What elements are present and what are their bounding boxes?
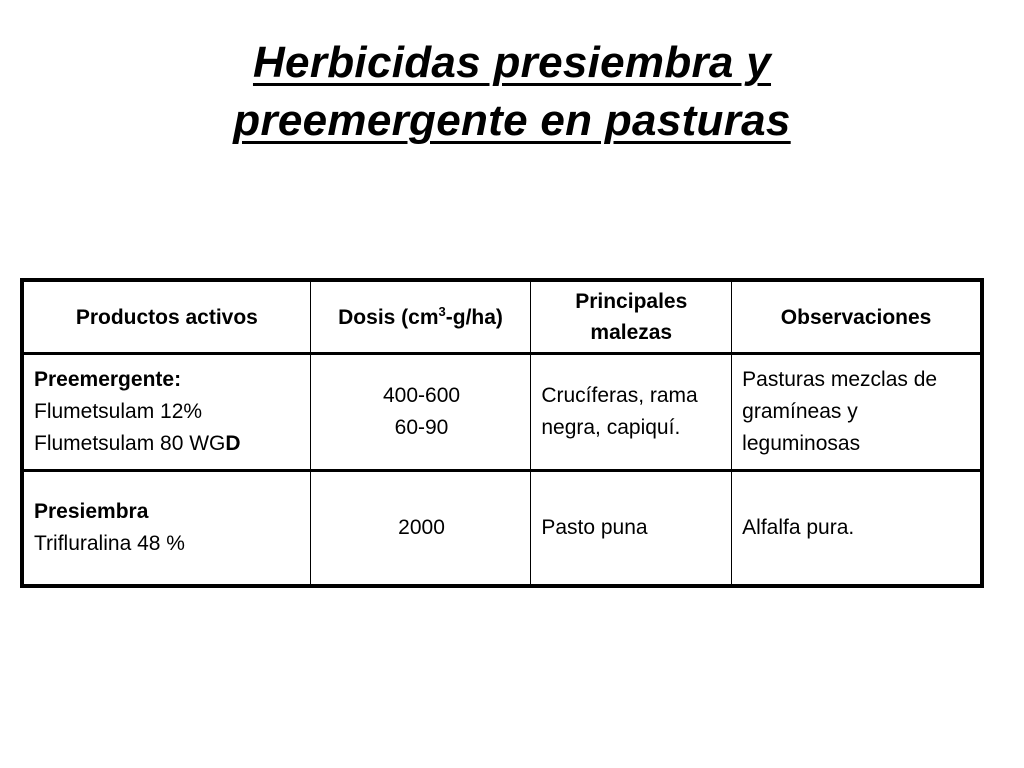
cell-observaciones	[732, 354, 981, 471]
weeds-text: negra, capiquí.	[541, 416, 681, 439]
dose-value: 60-90	[394, 416, 449, 439]
herbicide-table	[23, 281, 981, 585]
dose-value: 2000	[398, 516, 445, 539]
slide-title-line-2: preemergente en pasturas	[233, 96, 791, 145]
row-group-label: Preemergente:	[34, 368, 182, 391]
weeds-text: Crucíferas, rama	[541, 384, 698, 407]
table-header	[24, 282, 981, 354]
observation-text: Alfalfa pura.	[742, 516, 855, 539]
observation-text: gramíneas y	[742, 400, 858, 423]
header-malezas-line-2: malezas	[590, 321, 673, 344]
cell-observaciones	[732, 471, 981, 585]
slide-title	[0, 34, 1024, 150]
cell-malezas	[531, 471, 732, 585]
product-name-bold-suffix: D	[225, 432, 241, 455]
cell-dosis	[310, 354, 531, 471]
header-productos-activos: Productos activos	[24, 282, 311, 354]
table-body	[24, 354, 981, 585]
cell-productos	[24, 471, 311, 585]
dose-value: 400-600	[382, 384, 461, 407]
header-malezas-line-1: Principales	[575, 290, 688, 313]
product-name: Flumetsulam 12%	[34, 400, 203, 423]
header-principales-malezas	[531, 282, 732, 354]
header-dosis-suffix: -g/ha)	[445, 305, 503, 329]
observation-text: Pasturas mezclas de	[742, 368, 938, 391]
cell-dosis	[310, 471, 531, 585]
row-group-label: Presiembra	[34, 500, 149, 523]
header-observaciones: Observaciones	[732, 282, 981, 354]
herbicide-table-frame	[20, 278, 984, 588]
cell-malezas	[531, 354, 732, 471]
slide-title-line-1: Herbicidas presiembra y	[252, 38, 772, 87]
header-dosis-prefix: Dosis (cm	[338, 305, 439, 329]
header-dosis	[310, 282, 531, 354]
observation-text: leguminosas	[742, 432, 861, 455]
product-name-prefix: Flumetsulam 80 WG	[34, 432, 226, 455]
table-row	[24, 354, 981, 471]
cell-productos	[24, 354, 311, 471]
product-name	[34, 428, 302, 460]
weeds-text: Pasto puna	[541, 516, 648, 539]
table-row	[24, 471, 981, 585]
product-name: Trifluralina 48 %	[34, 532, 185, 555]
header-row	[24, 282, 981, 354]
header-dosis-superscript: 3	[438, 303, 446, 319]
